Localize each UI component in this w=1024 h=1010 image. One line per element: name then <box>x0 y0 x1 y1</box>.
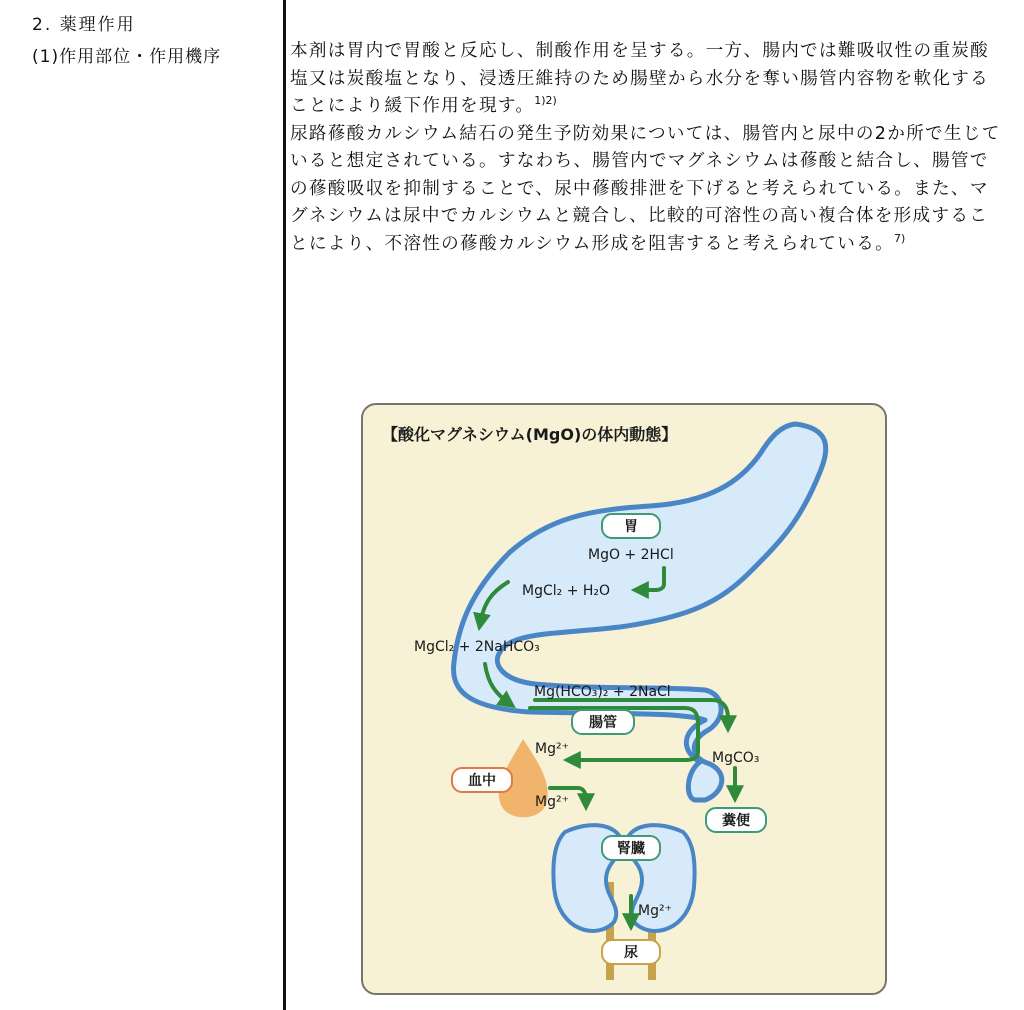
paragraph-stone-prevention <box>290 121 1002 259</box>
reference-7[interactable]: 7) <box>894 231 906 245</box>
formula-mgco3: MgCO₃ <box>712 750 760 766</box>
mgo-pharmacokinetics-figure <box>360 402 888 998</box>
subsection-title: (1)作用部位・作用機序 <box>32 47 222 67</box>
label-urine: 尿 <box>624 945 638 961</box>
formula-mgcl2-nahco3: MgCl₂ + 2NaHCO₃ <box>414 639 540 655</box>
body-text <box>290 38 1002 258</box>
column-divider <box>283 0 286 1010</box>
label-intestine: 腸管 <box>589 715 617 731</box>
section-title: 2. 薬理作用 <box>32 15 136 35</box>
mg-ion-blood: Mg²⁺ <box>535 794 569 810</box>
label-feces: 糞便 <box>722 813 750 829</box>
paragraph-stone-prevention-text: 尿路蓚酸カルシウム結石の発生予防効果については、腸管内と尿中の2か所で生じていると想定されている。すなわち、腸管内でマグネシウムは蓚酸と結合し、腸管での蓚酸吸収を抑制することで、尿中蓚酸排泄を下げると考えられている。また、マグネシウムは尿中でカルシウムと競合し、比較的可溶性の高い複合体を形成することにより、不溶性の蓚酸カルシウム形成を阻害すると考えられている。 <box>290 123 1001 254</box>
figure-svg <box>360 402 888 998</box>
reference-1-2[interactable]: 1)2) <box>534 94 557 107</box>
paragraph-antacid <box>290 38 1002 121</box>
label-stomach: 胃 <box>624 519 638 535</box>
mg-ion-intestine: Mg²⁺ <box>535 741 569 757</box>
label-kidney: 腎臓 <box>617 841 645 857</box>
mg-ion-urine: Mg²⁺ <box>638 903 672 919</box>
figure-title: 【酸化マグネシウム(MgO)の体内動態】 <box>382 425 678 444</box>
formula-mgcl2-h2o: MgCl₂ + H₂O <box>522 583 611 599</box>
formula-mgo-hcl: MgO + 2HCl <box>588 547 674 563</box>
paragraph-antacid-text: 本剤は胃内で胃酸と反応し、制酸作用を呈する。一方、腸内では難吸収性の重炭酸塩又は炭酸塩となり、浸透圧維持のため腸壁から水分を奪い腸管内容物を軟化することにより緩下作用を現す。 <box>290 41 990 116</box>
formula-mghco3-nacl: Mg(HCO₃)₂ + 2NaCl <box>534 684 671 700</box>
label-blood: 血中 <box>468 773 496 789</box>
